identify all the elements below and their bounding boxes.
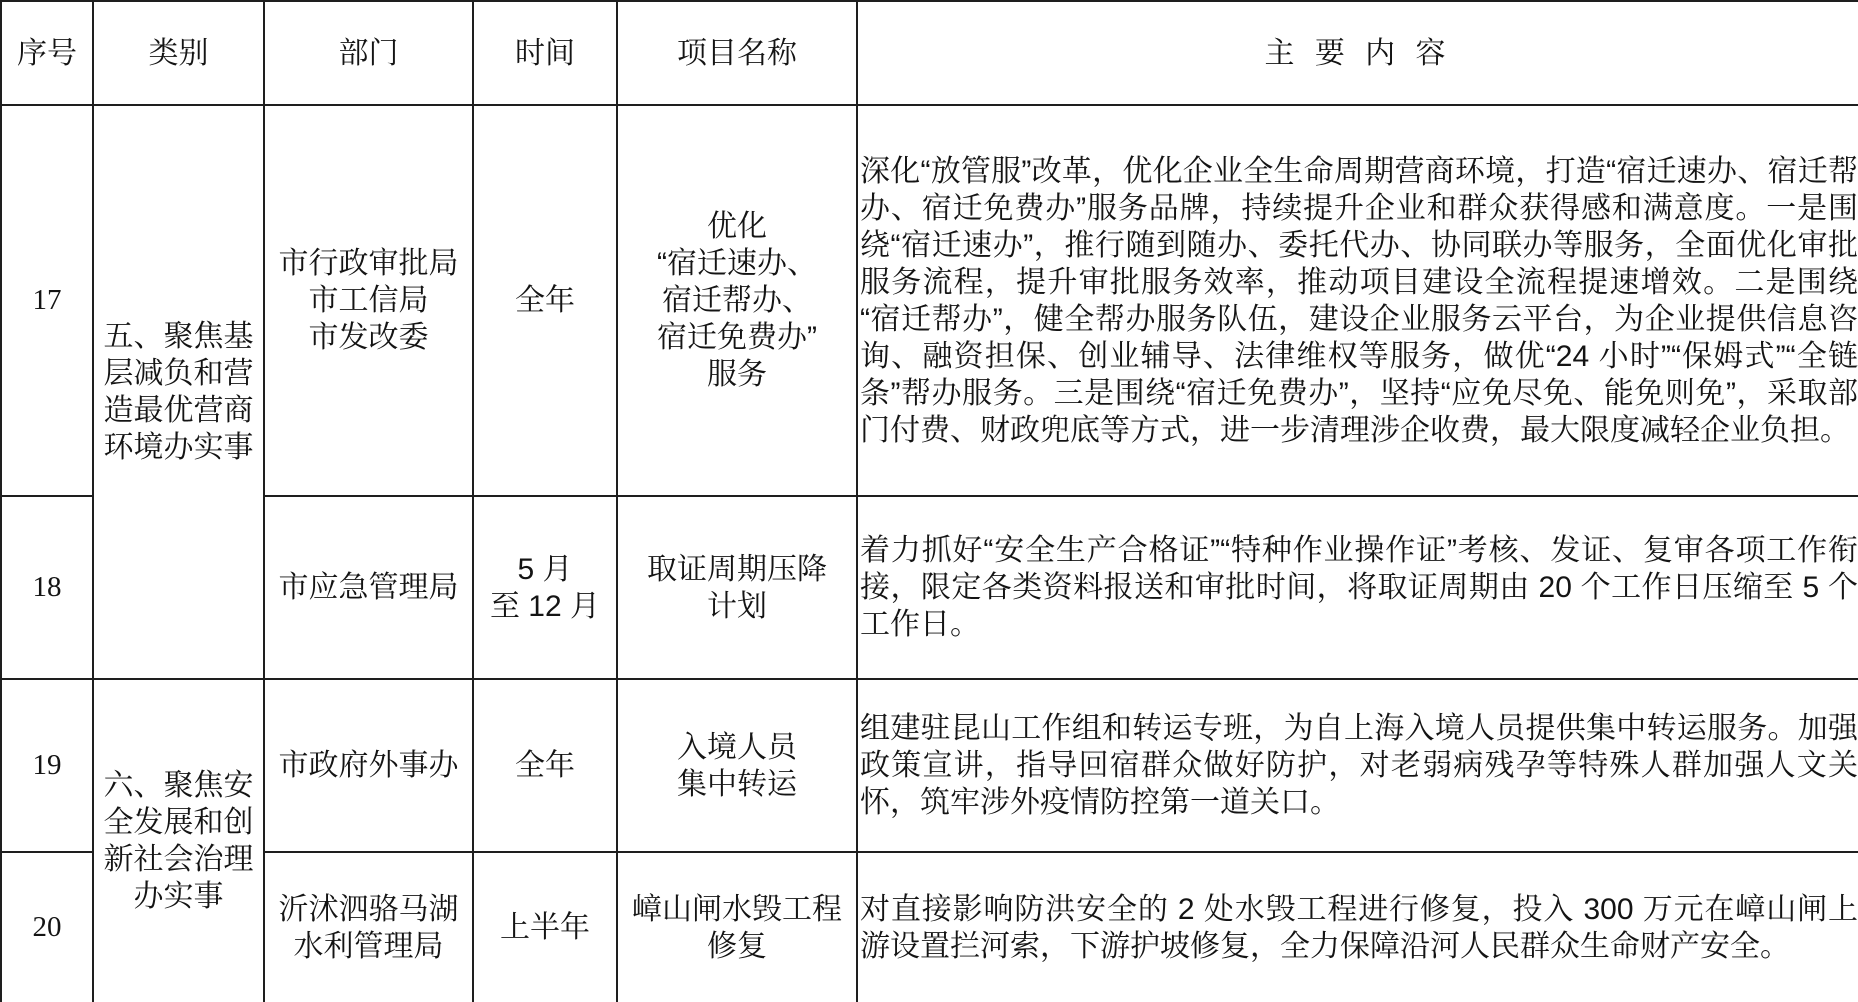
seq-cell: 19 [0, 678, 92, 851]
department-cell: 沂沭泗骆马湖 水利管理局 [263, 851, 472, 1002]
header-department: 部门 [263, 0, 472, 104]
seq-cell: 17 [0, 104, 92, 495]
project-name-cell: 取证周期压降 计划 [616, 495, 856, 678]
category-cell: 六、聚焦安 全发展和创 新社会治理 办实事 [92, 678, 263, 1002]
header-project-name: 项目名称 [616, 0, 856, 104]
project-name-cell: 入境人员 集中转运 [616, 678, 856, 851]
main-content-cell: 着力抓好“安全生产合格证”“特种作业操作证”考核、发证、复审各项工作衔接，限定各类资料报送和审批时间，将取证周期由 20 个工作日压缩至 5 个工作日。 [856, 495, 1858, 678]
header-main-content: 主 要 内 容 [856, 0, 1858, 104]
seq-cell: 18 [0, 495, 92, 678]
department-cell: 市应急管理局 [263, 495, 472, 678]
project-name-cell: 嶂山闸水毁工程 修复 [616, 851, 856, 1002]
department-cell: 市行政审批局 市工信局 市发改委 [263, 104, 472, 495]
seq-cell: 20 [0, 851, 92, 1002]
time-cell: 5 月 至 12 月 [472, 495, 616, 678]
main-content-cell: 深化“放管服”改革，优化企业全生命周期营商环境，打造“宿迁速办、宿迁帮办、宿迁免费办”服务品牌，持续提升企业和群众获得感和满意度。一是围绕“宿迁速办”，推行随到随办、委托代办、协同联办等服务，全面优化审批服务流程，提升审批服务效率，推动项目建设全流程提速增效。二是围绕“宿迁帮办”，健全帮办服务队伍，建设企业服务云平台，为企业提供信息咨询、融资担保、创业辅导、法律维权等服务，做优“24 小时”“保姆式”“全链条”帮办服务。三是围绕“宿迁免费办”，坚持“应免尽免、能免则免”，采取部门付费、财政兜底等方式，进一步清理涉企收费，最大限度减轻企业负担。 [856, 104, 1858, 495]
department-cell: 市政府外事办 [263, 678, 472, 851]
main-content-cell: 对直接影响防洪安全的 2 处水毁工程进行修复，投入 300 万元在嶂山闸上游设置拦河索，下游护坡修复，全力保障沿河人民群众生命财产安全。 [856, 851, 1858, 1002]
time-cell: 全年 [472, 678, 616, 851]
header-category: 类别 [92, 0, 263, 104]
time-cell: 全年 [472, 104, 616, 495]
project-name-cell: 优化 “宿迁速办、 宿迁帮办、 宿迁免费办” 服务 [616, 104, 856, 495]
time-cell: 上半年 [472, 851, 616, 1002]
header-time: 时间 [472, 0, 616, 104]
header-seq: 序号 [0, 0, 92, 104]
main-content-cell: 组建驻昆山工作组和转运专班，为自上海入境人员提供集中转运服务。加强政策宣讲，指导回宿群众做好防护，对老弱病残孕等特殊人群加强人文关怀，筑牢涉外疫情防控第一道关口。 [856, 678, 1858, 851]
category-cell: 五、聚焦基 层减负和营 造最优营商 环境办实事 [92, 104, 263, 678]
